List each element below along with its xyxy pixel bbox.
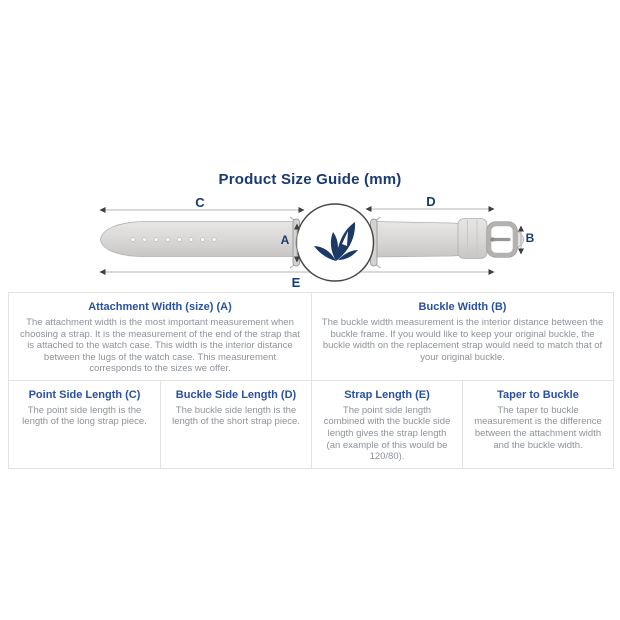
label-buckle-side-d: D — [426, 194, 436, 209]
cell-header: Buckle Side Length (D) — [175, 388, 297, 401]
cell-header: Buckle Width (B) — [418, 301, 507, 313]
cell-description: The taper to buckle measurement is the difference between the attachment width and the buckle width. — [474, 404, 602, 451]
cell-description: The buckle width measurement is the interior distance between the buckle frame. If you would like to keep your original buckle, the buckle width on the replacement strap would need to match that of your original buckle. — [321, 317, 604, 363]
label-strap-length-e: E — [291, 275, 301, 290]
label-buckle-width-b: B — [525, 231, 535, 245]
cell-attachment-width — [9, 293, 311, 380]
strap-keeper — [458, 219, 487, 259]
cell-buckle-width — [311, 293, 613, 380]
cell-buckle-side-length — [160, 380, 311, 468]
cell-description: The buckle side length is the length of the short strap piece. — [172, 404, 300, 428]
strap-diagram — [0, 0, 620, 300]
cell-header: Point Side Length (C) — [28, 388, 141, 401]
cell-point-side-length — [9, 380, 160, 468]
cell-description: The point side length combined with the buckle side length gives the strap length (an example of this would be 120/80). — [323, 404, 451, 463]
label-attachment-a: A — [280, 233, 290, 247]
cell-description: The attachment width is the most important measurement when choosing a strap. It is the measurement of the end of the strap that is attached to the watch case. This width is the interior distance between the lugs of the watch case. This measurement corresponds to the sizes we offer. — [20, 317, 300, 375]
prong-hinge — [490, 237, 494, 241]
cell-header: Strap Length (E) — [344, 388, 430, 401]
page-title: Product Size Guide (mm) — [218, 171, 402, 188]
table-row — [9, 293, 613, 380]
cell-header: Taper to Buckle — [497, 388, 579, 401]
cell-header: Attachment Width (size) (A) — [88, 301, 232, 313]
cell-taper-to-buckle — [462, 380, 613, 468]
cell-strap-length — [311, 380, 462, 468]
size-guide-table — [8, 292, 614, 469]
point-side-strap — [101, 222, 297, 257]
table-row — [9, 380, 613, 468]
label-point-side-c: C — [195, 195, 205, 210]
cell-description: The point side length is the length of the long strap piece. — [22, 404, 147, 428]
